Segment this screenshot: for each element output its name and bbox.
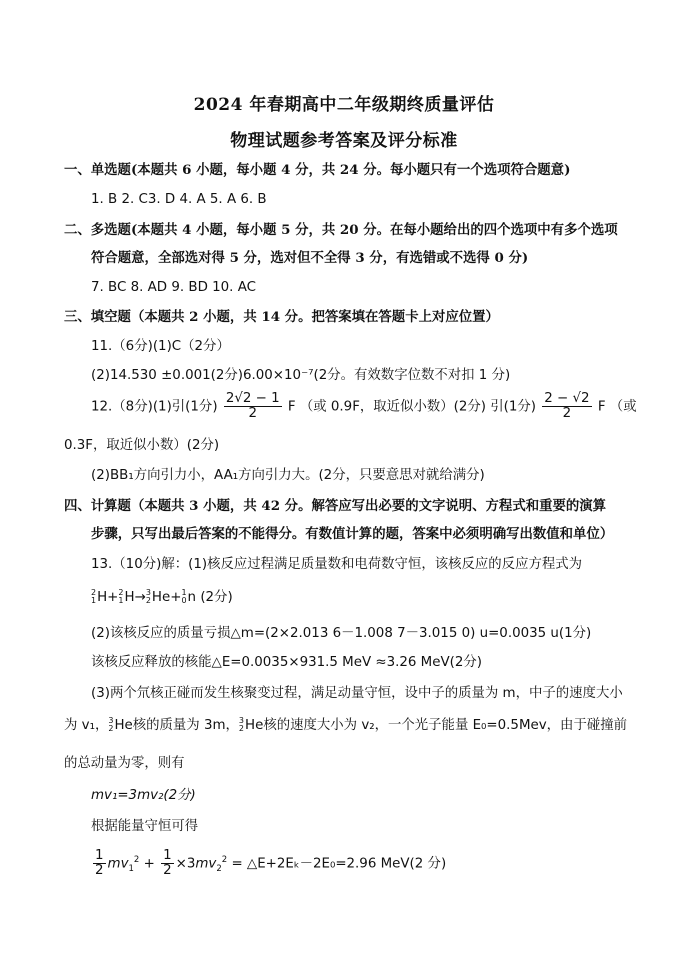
q13-energy-equation: $\frac{1}{2}$ $mv_1^2$ + $\frac{1}{2}$ $\times 3mv_2^2$ = △E+2Eₖ－2E₀=2.96 MeV(2 分) [95, 847, 447, 878]
half-fraction-1: $\frac{1}{2}$ [95, 847, 104, 878]
section2-heading-cont: 符合题意，全部选对得 5 分，选对但不全得 3 分，有选错或不选得 0 分) [91, 250, 529, 266]
q13-part2-energy: 该核反应释放的核能△E=0.0035×931.5 MeV ≈3.26 MeV(2分) [91, 655, 482, 670]
q13-part3-line3: 的总动量为零，则有 [64, 756, 185, 771]
half-fraction-2: $\frac{1}{2}$ [163, 847, 172, 878]
q12-part1 [91, 392, 637, 423]
q12-fraction-1 [224, 392, 282, 421]
q12-fraction-2-denominator: 2 [562, 406, 572, 421]
section3-heading: 三、填空题（本题共 2 小题，共 14 分。把答案填在答题卡上对应位置） [64, 309, 499, 325]
exam-subtitle: 物理试题参考答案及评分标准 [230, 131, 458, 151]
q13-reaction-equation: 2 1 H+ 2 1 H→ 3 2 He+ 1 0 n (2分) [91, 588, 233, 608]
nuclide-helium-3: 3 2 He [145, 588, 171, 605]
q12-fraction-2 [542, 392, 591, 421]
section2-answers: 7. BC 8. AD 9. BD 10. AC [91, 280, 256, 295]
nuclide-helium-3-ref2: 3 2 [238, 716, 245, 733]
q13-part3-line2-seg3: He核的速度大小为 v₂，一个光子能量 E₀=0.5Mev，由于碰撞前 [245, 718, 628, 733]
nuclide-neutron: 1 0 n [181, 588, 197, 605]
nuclide-deuterium-2: 2 1 H [118, 588, 135, 605]
q12-prefix: 12.（8分)(1)引(1分) [91, 399, 218, 415]
q12-end: F （或 [597, 399, 637, 415]
section2-heading: 二、多选题(本题共 4 小题，每小题 5 分，共 20 分。在每小题给出的四个选项中有多个选项 [64, 222, 618, 238]
q12-part2: (2)BB₁方向引力小，AA₁方向引力大。(2分，只要意思对就给满分) [91, 468, 485, 483]
q13-part3-line2 [64, 716, 627, 736]
q13-energy-intro: 根据能量守恒可得 [91, 819, 199, 834]
q12-part1-cont: 0.3F，取近似小数）(2分) [64, 438, 220, 453]
section4-heading-cont: 步骤，只写出最后答案的不能得分。有数值计算的题，答案中必须明确写出数值和单位） [91, 526, 614, 542]
nuclide-helium-3-ref1: 3 2 [108, 716, 114, 733]
exam-title: 2024 年春期高中二年级期终质量评估 [193, 95, 495, 115]
q11-part1: 11.（6分)(1)C（2分） [91, 339, 230, 354]
q11-part2: (2)14.530 ±0.001(2分)6.00×10⁻⁷(2分。有效数字位数不对扣 1 分) [91, 368, 511, 383]
section1-heading: 一、单选题(本题共 6 小题，每小题 4 分，共 24 分。每小题只有一个选项符合题意) [64, 162, 571, 178]
q13-part2-mass-defect: (2)该核反应的质量亏损△m=(2×2.013 6－1.008 7－3.015 0) u=0.0035 u(1分) [91, 626, 592, 641]
q12-fraction-1-numerator: 2√2 − 1 [225, 391, 280, 406]
section4-heading: 四、计算题（本题共 3 小题，共 42 分。解答应写出必要的文字说明、方程式和重要的演算 [64, 498, 607, 514]
q12-middle: F （或 0.9F，取近似小数）(2分) 引(1分) [287, 399, 536, 415]
q13-equation-score: (2分) [200, 590, 233, 605]
q13-part3-line2-seg1: 为 v₁， [64, 718, 109, 733]
nuclide-deuterium-1: 2 1 H [91, 588, 108, 605]
q13-part3-line1: (3)两个氘核正碰而发生核聚变过程，满足动量守恒，设中子的质量为 m，中子的速度大小 [91, 686, 623, 701]
q12-fraction-2-numerator: 2 − √2 [544, 391, 590, 406]
q12-fraction-1-denominator: 2 [248, 406, 257, 421]
q13-part3-line2-seg2: He核的质量为 3m， [114, 718, 239, 733]
q13-intro: 13.（10分)解：(1)核反应过程满足质量数和电荷数守恒，该核反应的反应方程式为 [91, 557, 583, 572]
q13-momentum-equation: mv₁=3mv₂(2分) [91, 788, 196, 803]
section1-answers: 1. B 2. C3. D 4. A 5. A 6. B [91, 192, 267, 207]
q13-energy-result: = △E+2Eₖ－2E₀=2.96 MeV(2 分) [231, 856, 447, 872]
